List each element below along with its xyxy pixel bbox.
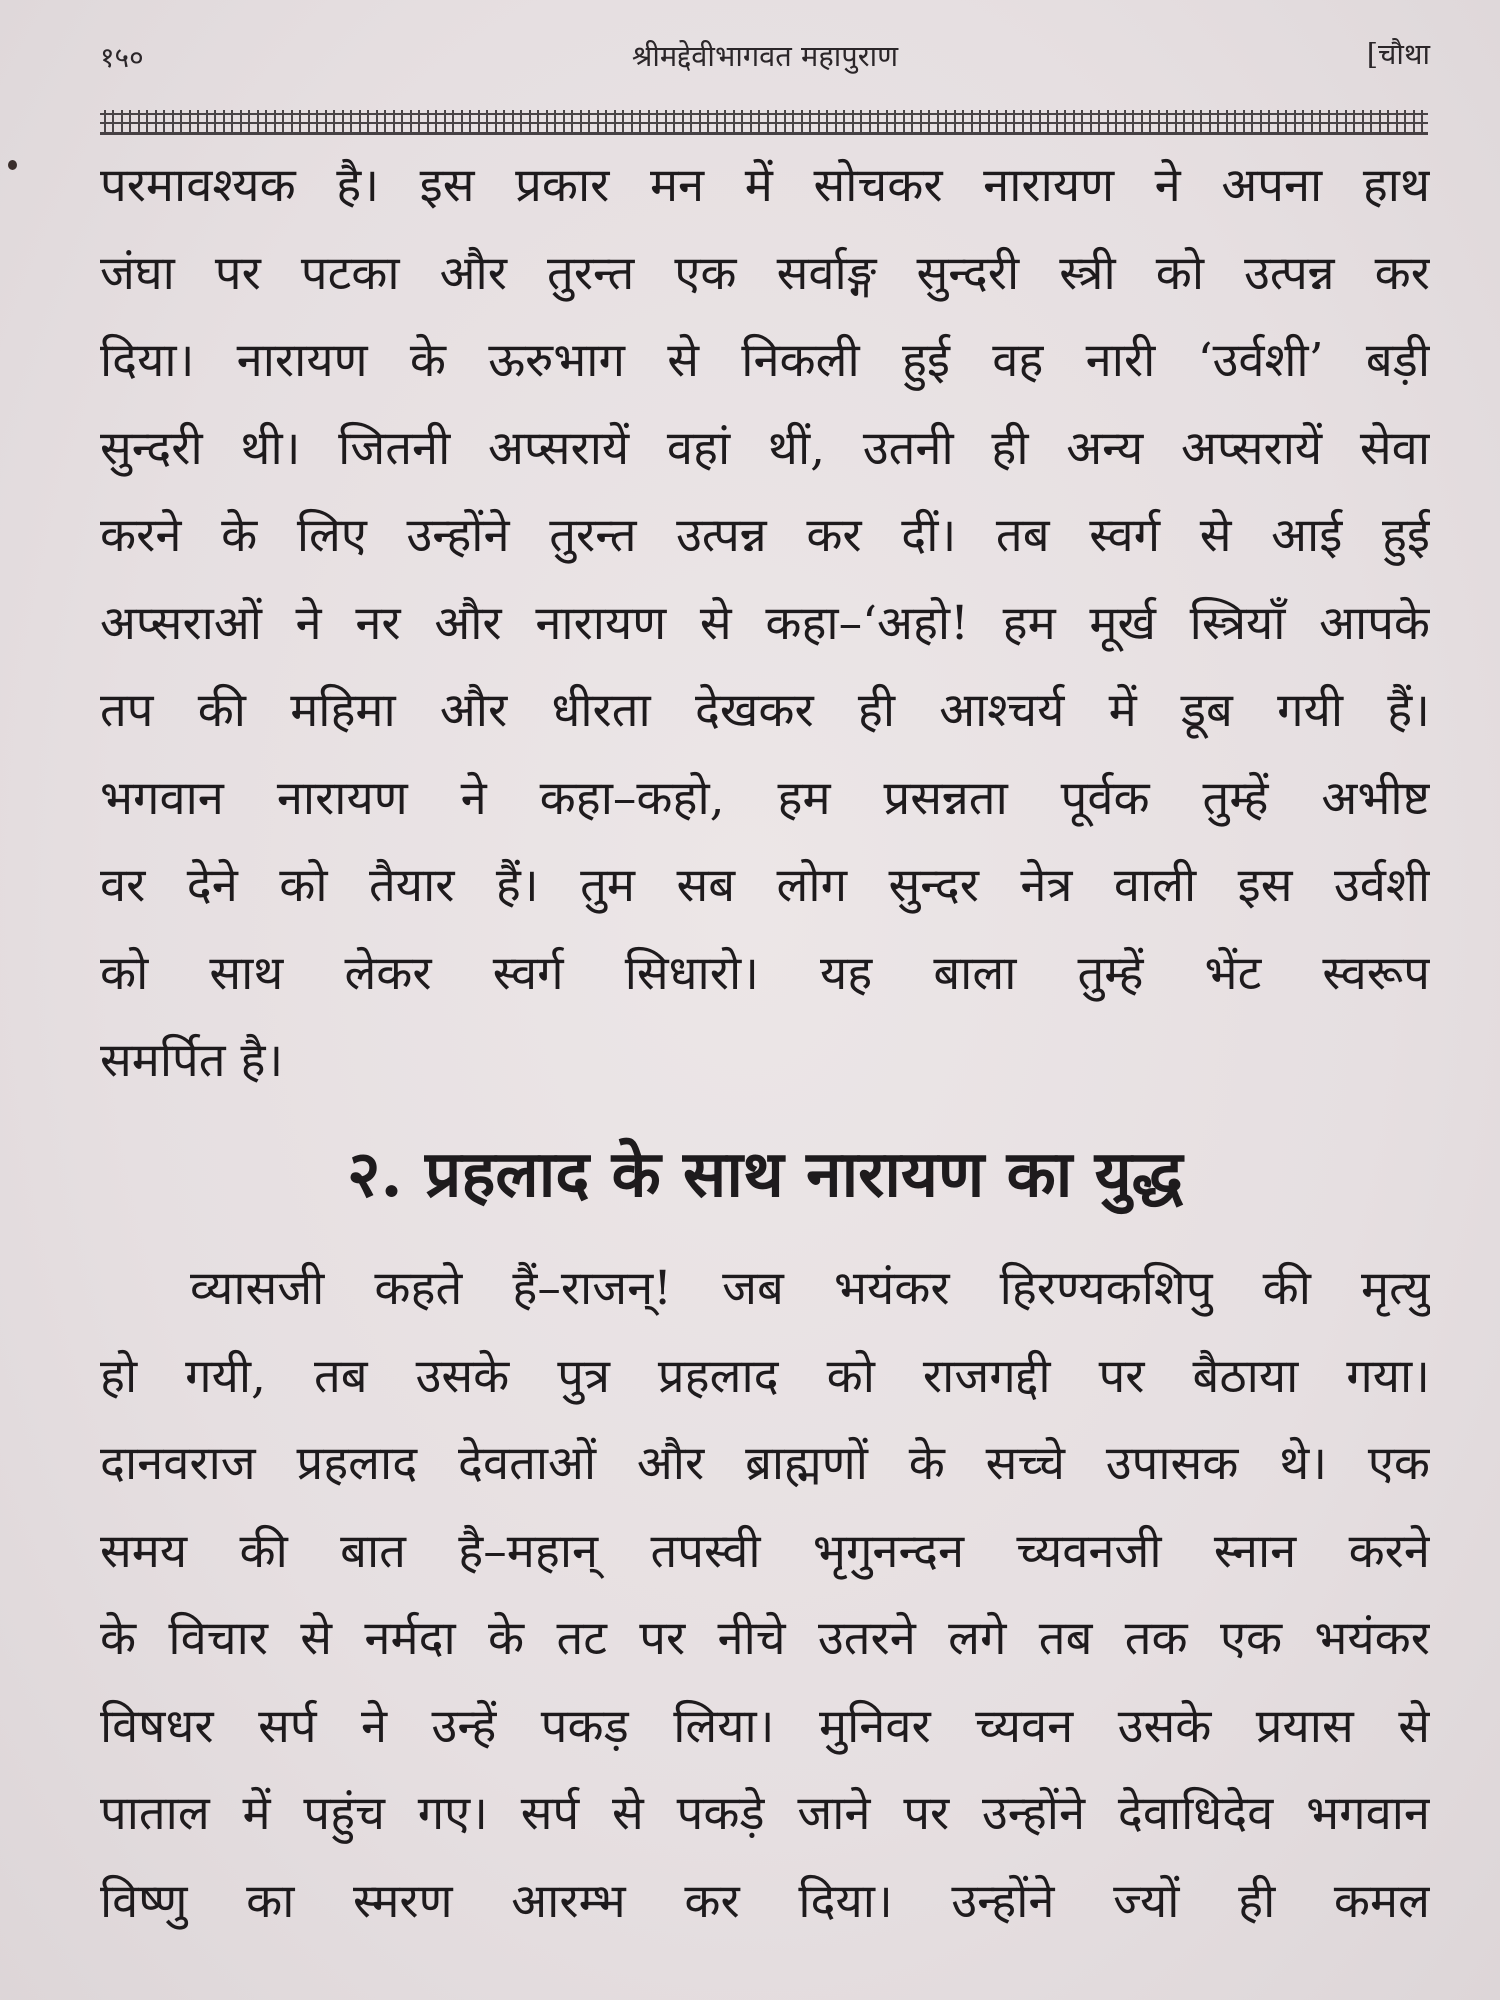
text-line: अप्सराओं ने नर और नारायण से कहा–‘अहो! हम मूर्ख स्त्रियाँ आपके bbox=[100, 595, 1430, 651]
margin-ink-dot bbox=[8, 160, 17, 170]
page-number: १५० bbox=[100, 41, 144, 74]
text-line: के विचार से नर्मदा के तट पर नीचे उतरने लगे तब तक एक भयंकर bbox=[100, 1611, 1430, 1666]
text-line: वर देने को तैयार हैं। तुम सब लोग सुन्दर नेत्र वाली इस उर्वशी bbox=[100, 858, 1430, 913]
chapter-heading: २. प्रहलाद के साथ नारायण का युद्ध bbox=[347, 1137, 1183, 1212]
text-line: समय की बात है–महान् तपस्वी भृगुनन्दन च्यवनजी स्नान करने bbox=[100, 1523, 1430, 1579]
text-line: तप की महिमा और धीरता देखकर ही आश्चर्य में डूब गयी हैं। bbox=[100, 683, 1430, 738]
text-line: हो गयी, तब उसके पुत्र प्रहलाद को राजगद्दी पर बैठाया गया। bbox=[100, 1348, 1430, 1404]
running-title: श्रीमद्देवीभागवत महापुराण bbox=[631, 39, 899, 73]
text-line: विष्णु का स्मरण आरम्भ कर दिया। उन्होंने ज्यों ही कमल bbox=[100, 1873, 1430, 1929]
text-line: पाताल में पहुंच गए। सर्प से पकड़े जाने पर उन्होंने देवाधिदेव भगवान bbox=[100, 1786, 1430, 1841]
paragraph-two bbox=[100, 1245, 1430, 1945]
decorative-border bbox=[100, 110, 1428, 135]
page-header bbox=[100, 30, 1430, 80]
section-marker: [चौथा bbox=[1366, 37, 1430, 71]
paragraph-one bbox=[100, 142, 1430, 1105]
text-line: को साथ लेकर स्वर्ग सिधारो। यह बाला तुम्हें भेंट स्वरूप bbox=[100, 945, 1430, 1001]
text-line: विषधर सर्प ने उन्हें पकड़ लिया। मुनिवर च्यवन उसके प्रयास से bbox=[100, 1698, 1430, 1754]
text-line: करने के लिए उन्होंने तुरन्त उत्पन्न कर दीं। तब स्वर्ग से आई हुई bbox=[100, 508, 1430, 563]
text-line: व्यासजी कहते हैं–राजन्! जब भयंकर हिरण्यकशिपु की मृत्यु bbox=[190, 1261, 1430, 1316]
text-line: समर्पित है। bbox=[100, 1033, 284, 1088]
text-line: परमावश्यक है। इस प्रकार मन में सोचकर नारायण ने अपना हाथ bbox=[100, 158, 1430, 213]
text-line: भगवान नारायण ने कहा–कहो, हम प्रसन्नता पूर्वक तुम्हें अभीष्ट bbox=[100, 770, 1430, 826]
text-line: दानवराज प्रहलाद देवताओं और ब्राह्मणों के सच्चे उपासक थे। एक bbox=[100, 1436, 1430, 1491]
text-line: जंघा पर पटका और तुरन्त एक सर्वाङ्ग सुन्दरी स्त्री को उत्पन्न कर bbox=[100, 245, 1430, 301]
text-line: सुन्दरी थी। जितनी अप्सरायें वहां थीं, उतनी ही अन्य अप्सरायें सेवा bbox=[100, 420, 1430, 476]
text-line: दिया। नारायण के ऊरुभाग से निकली हुई वह नारी ‘उर्वशी’ बड़ी bbox=[100, 333, 1430, 388]
